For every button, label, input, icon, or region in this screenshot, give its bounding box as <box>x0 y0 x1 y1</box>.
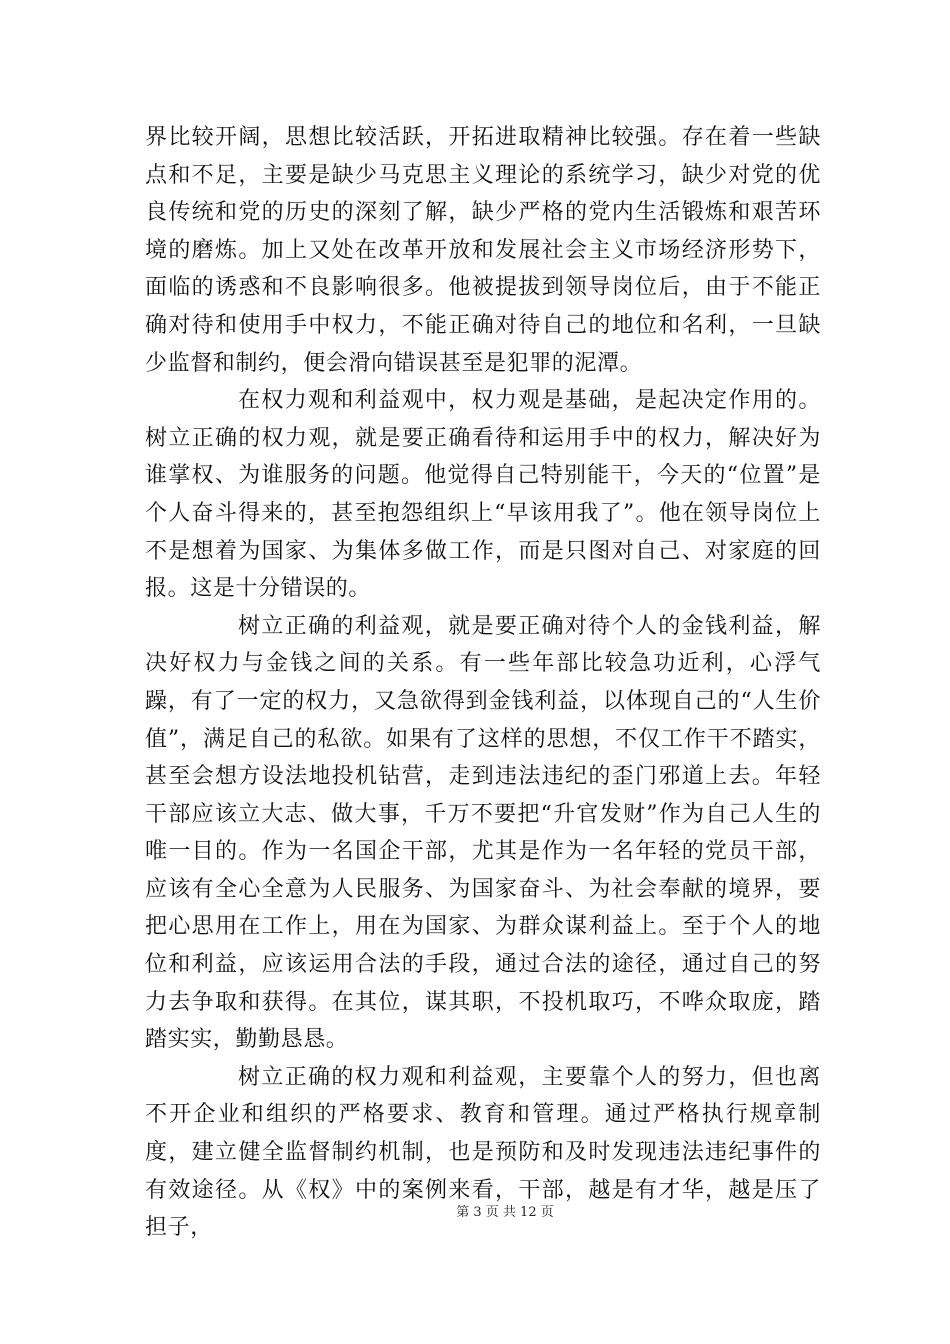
paragraph-2: 在权力观和利益观中，权力观是基础，是起决定作用的。树立正确的权力观，就是要正确看待和运用手中的权力，解决好为谁掌权、为谁服务的问题。他觉得自己特别能干，今天的“位置”是个人奋斗得来的，甚至抱怨组织上“早该用我了”。他在领导岗位上不是想着为国家、为集体多做工作，而是只图对自己、对家庭的回报。这是十分错误的。 <box>145 388 821 602</box>
paragraph-1: 界比较开阔，思想比较活跃，开拓进取精神比较强。存在着一些缺点和不足，主要是缺少马克思主义理论的系统学习，缺少对党的优良传统和党的历史的深刻了解，缺少严格的党内生活锻炼和艰苦环境的磨炼。加上又处在改革开放和发展社会主义市场经济形势下，面临的诱惑和不良影响很多。他被提拔到领导岗位后，由于不能正确对待和使用手中权力，不能正确对待自己的地位和名利，一旦缺少监督和制约，便会滑向错误甚至是犯罪的泥潭。 <box>145 125 821 376</box>
page-number-footer: 第 3 页 共 12 页 <box>456 1205 554 1220</box>
paragraph-3: 树立正确的利益观，就是要正确对待个人的金钱利益，解决好权力与金钱之间的关系。有一些年部比较急功近利，心浮气躁，有了一定的权力，又急欲得到金钱利益，以体现自己的“人生价值”，满足自己的私欲。如果有了这样的思想，不仅工作干不踏实，甚至会想方设法地投机钻营，走到违法违纪的歪门邪道上去。年轻干部应该立大志、做大事，千万不要把“升官发财”作为自己人生的唯一目的。作为一名国企干部，尤其是作为一名年轻的党员干部，应该有全心全意为人民服务、为国家奋斗、为社会奉献的境界，要把心思用在工作上，用在为国家、为群众谋利益上。至于个人的地位和利益，应该运用合法的手段，通过合法的途径，通过自己的努力去争取和获得。在其位，谋其职，不投机取巧，不哗众取庞，踏踏实实，勤勤恳恳。 <box>145 613 821 1053</box>
paragraph-4: 树立正确的权力观和利益观，主要靠个人的努力，但也离不开企业和组织的严格要求、教育和管理。通过严格执行规章制度，建立健全监督制约机制，也是预防和及时发现违法违纪事件的有效途径。从《权》中的案例来看，干部，越是有才华，越是压了担子， <box>145 1064 821 1241</box>
document-body <box>145 119 821 1247</box>
